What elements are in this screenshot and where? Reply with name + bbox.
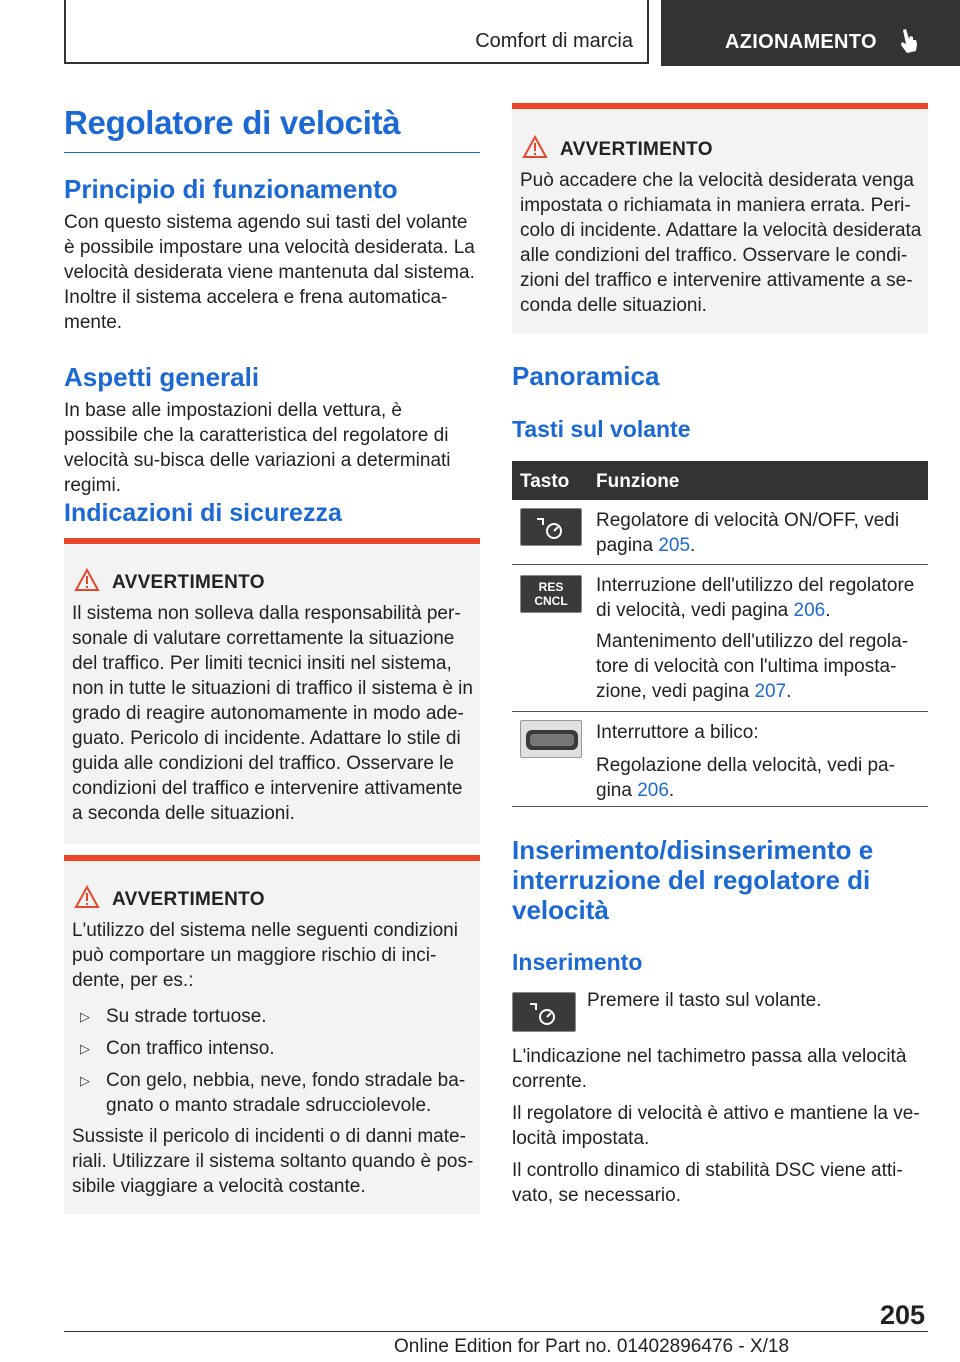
table-row-function-2: Mantenimento dell'utilizzo del regola-tore di velocità con l'ultima imposta-zione, vedi pagina 207. — [596, 631, 909, 702]
page-link[interactable]: 206 — [637, 780, 669, 801]
rocker-switch-icon — [520, 720, 582, 758]
warning-title-2: AVVERTIMENTO — [112, 889, 265, 910]
table-header-function: Funzione — [596, 471, 680, 492]
paragraph-press: Premere il tasto sul volante. — [587, 990, 822, 1011]
warning-triangle-icon — [74, 885, 100, 909]
heading-inserimento: Inserimento — [512, 949, 643, 975]
header-chapter-label: AZIONAMENTO — [725, 31, 877, 53]
table-row — [512, 565, 928, 712]
warning-box-3 — [512, 103, 928, 333]
table-row-function: Regolatore di velocità ON/OFF, vedi pagina 205. — [596, 510, 900, 556]
footer-edition: Online Edition for Part no. 01402896476 - X/18 — [394, 1336, 790, 1357]
bullet-item: Su strade tortuose. — [106, 1006, 267, 1027]
paragraph-dsc: Il controllo dinamico di stabilità DSC viene atti-vato, se necessario. — [512, 1160, 903, 1206]
heading-aspetti: Aspetti generali — [64, 362, 260, 392]
page-link[interactable]: 207 — [754, 681, 787, 702]
table-row-function-2: Regolazione della velocità, vedi pa-gina 206. — [596, 755, 895, 801]
warning-triangle-icon — [74, 568, 100, 592]
bullet-item: Con gelo, nebbia, neve, fondo stradale ba-gnato o manto stradale sdrucciolevole. — [106, 1070, 466, 1116]
heading-tasti: Tasti sul volante — [512, 416, 691, 442]
bullet-marker: ▷ — [80, 1073, 90, 1088]
page-title: Regolatore di velocità — [64, 104, 480, 153]
warning-text-1: Il sistema non solleva dalla responsabilità per-sonale di valutare correttamente la situazione del traffico. Per limiti tecnici insiti nel sistema, non in tutte le situazioni di traffico il sistema è in grado di reagire autonomamente in modo ade-guato. Pericolo di incidente. Adattare lo stile di guida alle condizioni del traffico. Osservare le condizioni del traffico e intervenire attivamente a seconda delle situazioni. — [72, 603, 473, 824]
bullet-item: Con traffico intenso. — [106, 1038, 275, 1059]
paragraph-speedometer: L'indicazione nel tachimetro passa alla velocità corrente. — [512, 1046, 907, 1092]
table-header — [512, 461, 928, 500]
table-header-key: Tasto — [520, 471, 570, 492]
heading-panoramica: Panoramica — [512, 361, 660, 391]
table-row-function: Interruzione dell'utilizzo del regolatore di velocità, vedi pagina 206. — [596, 575, 915, 621]
cruise-control-icon — [512, 992, 576, 1032]
header-chapter-tab — [661, 0, 960, 66]
paragraph-principio: Con questo sistema agendo sui tasti del volante è possibile impostare una velocità desiderata. La velocità desiderata viene mantenuta dal sistema. Inoltre il sistema accelera e frena automatica-mente. — [64, 212, 475, 333]
res-cncl-icon: RES CNCL — [520, 575, 582, 613]
page-link[interactable]: 205 — [658, 535, 691, 556]
warning-box-2 — [64, 855, 480, 1214]
heading-inserimento-disinserimento: Inserimento/disinserimento e interruzione del regolatore di velocità — [512, 835, 874, 925]
table-row — [512, 500, 928, 565]
page-link[interactable]: 206 — [793, 600, 826, 621]
warning-triangle-icon — [522, 135, 548, 159]
heading-principio: Principio di funzionamento — [64, 174, 398, 204]
warning-outro-2: Sussiste il pericolo di incidenti o di danni mate-riali. Utilizzare il sistema soltanto quando è pos-sibile viaggiare a velocità costante. — [72, 1126, 474, 1197]
table-row-function: Interruttore a bilico: — [596, 722, 759, 743]
heading-sicurezza: Indicazioni di sicurezza — [64, 499, 342, 527]
warning-title-3: AVVERTIMENTO — [560, 139, 713, 160]
header-section-label: Comfort di marcia — [475, 30, 633, 52]
warning-intro-2: L'utilizzo del sistema nelle seguenti condizioni può comportare un maggiore rischio di inci-dente, per es.: — [72, 920, 458, 991]
table-row — [512, 712, 928, 807]
footer-divider — [64, 1331, 928, 1332]
paragraph-active: Il regolatore di velocità è attivo e mantiene la ve-locità impostata. — [512, 1103, 920, 1149]
bullet-marker: ▷ — [80, 1009, 90, 1024]
hand-pointer-icon — [897, 27, 921, 55]
cruise-control-icon — [520, 508, 582, 546]
bullet-marker: ▷ — [80, 1041, 90, 1056]
warning-title-1: AVVERTIMENTO — [112, 572, 265, 593]
page-number: 205 — [880, 1300, 926, 1330]
header-section-tab — [64, 0, 649, 64]
warning-text-3: Può accadere che la velocità desiderata venga impostata o richiamata in maniera errata. Peri-colo di incidente. Adattare la velocità desiderata alle condizioni del traffico. Osservare le condi-zioni del traffico e intervenire attivamente a se-conda delle situazioni. — [520, 170, 922, 316]
paragraph-aspetti: In base alle impostazioni della vettura, è possibile che la caratteristica del regolatore di velocità su-bisca delle variazioni a determinati regimi. — [64, 400, 451, 496]
warning-box-1 — [64, 538, 480, 844]
